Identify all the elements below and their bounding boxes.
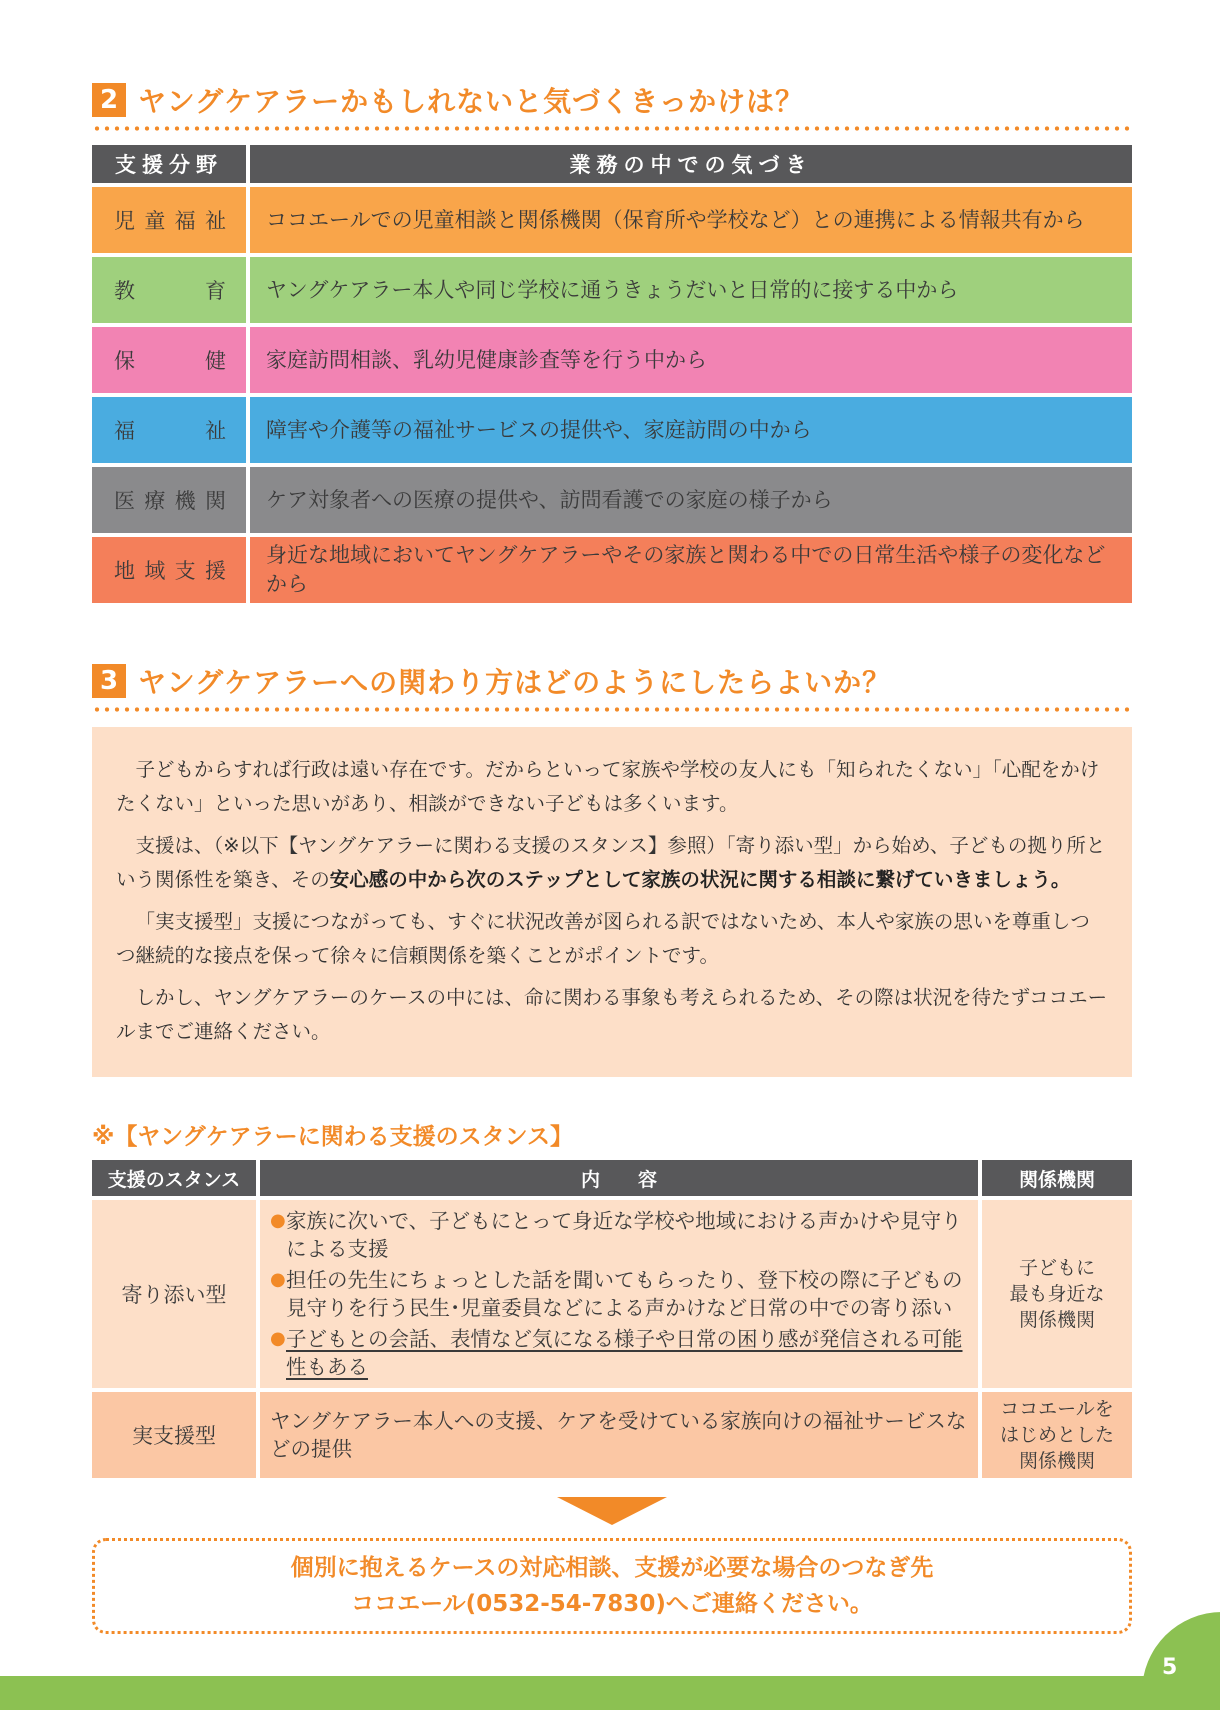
footer-bar	[0, 1676, 1220, 1710]
stance-type: 実支援型	[92, 1392, 256, 1478]
header-awareness: 業務の中での気づき	[250, 145, 1132, 183]
field-label-char: 児	[114, 209, 135, 233]
field-description: ココエールでの児童相談と関係機関（保育所や学校など）との連携による情報共有から	[250, 187, 1132, 253]
paragraph: しかし、ヤングケアラーのケースの中には、命に関わる事象も考えられるため、その際は状況を待たずココエールまでご連絡ください。	[116, 986, 1108, 1043]
page-number: 5	[1162, 1655, 1178, 1680]
stance-title: ※【ヤングケアラーに関わる支援のスタンス】	[92, 1124, 573, 1150]
field-label-char: 教	[114, 279, 135, 303]
field-label-char: 育	[205, 279, 226, 303]
field-label-char: 健	[205, 349, 226, 373]
table-row	[92, 257, 1132, 323]
field-label-char: 機	[174, 489, 196, 513]
field-label-char: 童	[144, 209, 166, 233]
field-label-char: 援	[204, 559, 226, 583]
bullet-item: ● 担任の先生にちょっとした話を聞いてもらったり、登下校の際に子どもの見守りを行う民生･児童委員などによる声かけなど日常の中での寄り添い	[270, 1267, 963, 1320]
related-org: 子どもに 最も身近な 関係機関	[982, 1200, 1132, 1388]
field-label-char: 祉	[205, 419, 226, 443]
field-label-char: 保	[114, 349, 135, 373]
dotted-divider	[92, 707, 1132, 712]
related-org: ココエールを はじめとした 関係機関	[982, 1392, 1132, 1478]
stance-table	[92, 1160, 1132, 1478]
field-description: 身近な地域においてヤングケアラーやその家族と関わる中での日常生活や様子の変化などから	[250, 537, 1132, 603]
header-content: 内 容	[260, 1160, 978, 1196]
bullet-item: ● 子どもとの会話、表情など気になる様子や日常の困り感が発信される可能性もある	[270, 1326, 963, 1379]
field-description: ケア対象者への医療の提供や、訪問看護での家庭の様子から	[250, 467, 1132, 533]
field-description: ヤングケアラー本人や同じ学校に通うきょうだいと日常的に接する中から	[250, 257, 1132, 323]
dotted-divider	[92, 126, 1132, 131]
field-description: 障害や介護等の福祉サービスの提供や、家庭訪問の中から	[250, 397, 1132, 463]
bullet-icon: ●	[270, 1268, 286, 1290]
header-field: 支援分野	[92, 145, 246, 183]
field-label	[92, 257, 246, 323]
field-label-char: 医	[114, 489, 135, 513]
contact-callout	[92, 1538, 1132, 1634]
field-label	[92, 327, 246, 393]
field-label-char: 福	[174, 209, 196, 233]
field-description: 家庭訪問相談、乳幼児健康診査等を行う中から	[250, 327, 1132, 393]
table-header	[92, 145, 1132, 183]
table-row	[92, 397, 1132, 463]
section3-heading	[92, 661, 891, 701]
section-title: ヤングケアラーかもしれないと気づくきっかけは？	[138, 85, 805, 118]
bullet-icon: ●	[270, 1327, 286, 1349]
bullet-icon: ●	[270, 1209, 286, 1231]
header-org: 関係機関	[982, 1160, 1132, 1196]
table-row	[92, 1392, 1132, 1478]
stance-type: 寄り添い型	[92, 1200, 256, 1388]
header-stance: 支援のスタンス	[92, 1160, 256, 1196]
field-label-char: 祉	[204, 209, 226, 233]
section-title: ヤングケアラーへの関わり方はどのようにしたらよいか？	[138, 666, 892, 699]
awareness-table	[92, 145, 1132, 603]
field-label-char: 支	[174, 559, 196, 583]
field-label-char: 関	[204, 489, 226, 513]
paragraph: 「実支援型」支援につながっても、すぐに状況改善が図られる訳ではないため、本人や家族の思いを尊重しつつ継続的な接点を保って徐々に信頼関係を築くことがポイントです。	[116, 910, 1090, 967]
field-label-char: 療	[144, 489, 166, 513]
paragraph: 子どもからすれば行政は遠い存在です。だからといって家族や学校の友人にも「知られたくない」「心配をかけたくない」といった思いがあり、相談ができない子どもは多くいます。	[116, 758, 1100, 815]
field-label-char: 域	[144, 559, 166, 583]
field-label	[92, 467, 246, 533]
callout-line: 個別に抱えるケースの対応相談、支援が必要な場合のつなぎ先	[290, 1555, 934, 1581]
field-label	[92, 397, 246, 463]
section-number-badge: 3	[92, 664, 126, 698]
field-label-char: 地	[114, 559, 135, 583]
field-label-char: 福	[114, 419, 135, 443]
stance-content	[260, 1200, 978, 1388]
page-number-circle	[1142, 1612, 1220, 1710]
section2-heading	[92, 80, 804, 120]
paragraph: 支援は、（※以下【ヤングケアラーに関わる支援のスタンス】参照）「寄り添い型」から始め、子どもの拠り所という関係性を築き、その安心感の中から次のステップとして家族の状況に関する相談に繋げていきましょう。	[116, 834, 1106, 891]
field-label	[92, 187, 246, 253]
table-row	[92, 327, 1132, 393]
table-row	[92, 467, 1132, 533]
down-arrow-icon	[557, 1497, 667, 1525]
table-header	[92, 1160, 1132, 1196]
emphasis-text: 安心感の中から次のステップとして家族の状況に関する相談に繋げていきましょう。	[329, 868, 1071, 891]
field-label	[92, 537, 246, 603]
table-row	[92, 537, 1132, 603]
section-number-badge: 2	[92, 83, 126, 117]
table-row	[92, 1200, 1132, 1388]
bullet-item: ● 家族に次いで、子どもにとって身近な学校や地域における声かけや見守りによる支援	[270, 1208, 962, 1261]
callout-line: ココエール(0532-54-7830)へご連絡ください。	[351, 1591, 873, 1617]
approach-text-box	[92, 727, 1132, 1077]
stance-content: ヤングケアラー本人への支援、ケアを受けている家族向けの福祉サービスなどの提供	[260, 1392, 978, 1478]
table-row	[92, 187, 1132, 253]
